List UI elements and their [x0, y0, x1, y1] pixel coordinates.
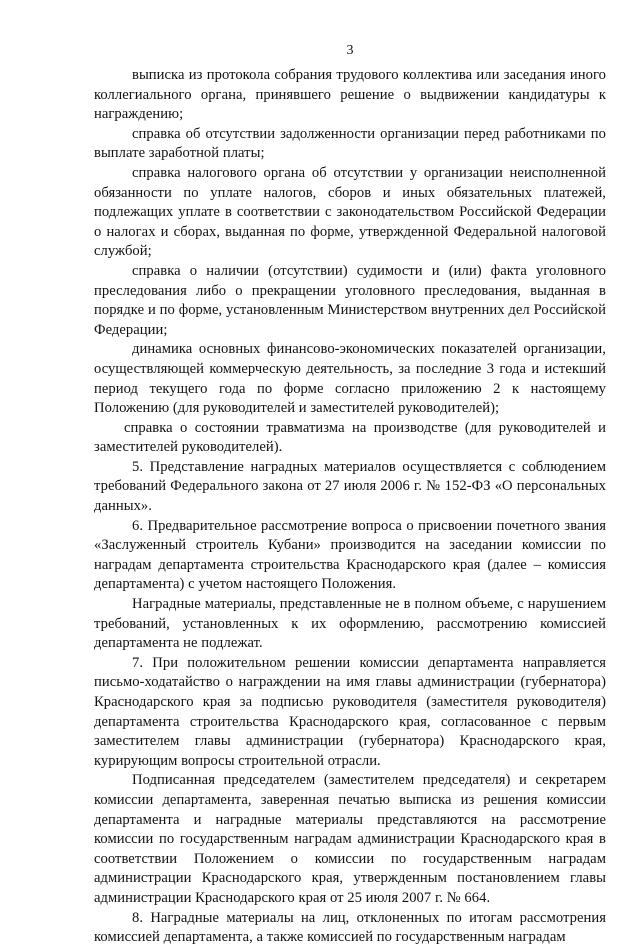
paragraph-signed-extract: Подписанная председателем (заместителем председателя) и секретарем комиссии департамента, заверенная печатью выписка из решения комиссии департамента и наградные материалы представляются на рассмотрение комиссии по государственным наградам администрации Краснодарского края в соответствии Положением о комиссии по государственным наградам администрации Краснодарского края, утвержденным постановлением главы администрации Краснодарского края от 25 июля 2007 г. № 664.: [94, 772, 606, 906]
paragraph-incomplete-materials: Наградные материалы, представленные не в полном объеме, с нарушением требований, установленных к их оформлению, рассмотрению комиссией департамента не подлежат.: [94, 596, 606, 652]
paragraph-protocol-extract: выписка из протокола собрания трудового коллектива или заседания иного коллегиального органа, принявшего решение о выдвижении кандидатуры к награждению;: [94, 67, 606, 123]
paragraph-injury-certificate: справка о состоянии травматизма на производстве (для руководителей и заместителей руководителей).: [94, 419, 606, 456]
paragraph-financial-indicators: динамика основных финансово-экономических показателей организации, осуществляющей коммерческую деятельность, за последние 3 года и истекший период текущего года по форме согласно приложению 2 к настоящему Положению (для руководителей и заместителей руководителей);: [94, 341, 606, 417]
paragraph-criminal-record-certificate: справка о наличии (отсутствии) судимости и (или) факта уголовного преследования либо о прекращении уголовного преследования, выданная в порядке и по форме, установленным Министерством внутренних дел Российской Федерации;: [94, 262, 606, 338]
paragraph-item-6: 6. Предварительное рассмотрение вопроса о присвоении почетного звания «Заслуженный строитель Кубани» производится на заседании комиссии по наградам департамента строительства Краснодарского края (далее – комиссия департамента) с учетом настоящего Положения.: [94, 517, 606, 593]
paragraph-item-8: 8. Наградные материалы на лиц, отклоненных по итогам рассмотрения комиссией департамента, а также комиссией по государственным наградам: [94, 909, 606, 946]
paragraph-item-5: 5. Представление наградных материалов осуществляется с соблюдением требований Федерального закона от 27 июля 2006 г. № 152-ФЗ «О персональных данных».: [94, 458, 606, 515]
paragraph-item-7: 7. При положительном решении комиссии департамента направляется письмо-ходатайство о награждении на имя главы администрации (губернатора) Краснодарского края за подписью руководителя (заместителя руководителя) департамента строительства Краснодарского края, согласованное с первым заместителем главы администрации (губернатора) Краснодарского края, курирующим вопросы строительной отрасли.: [94, 654, 606, 769]
page-number: 3: [346, 43, 354, 58]
paragraph-salary-debt-certificate: справка об отсутствии задолженности организации перед работниками по выплате заработной платы;: [94, 125, 606, 162]
paragraph-tax-certificate: справка налогового органа об отсутствии у организации неисполненной обязанности по уплате налогов, сборов и иных обязательных платежей, подлежащих уплате в соответствии с законодательством Российской Федерации о налогах и сборах, выданная по форме, утвержденной Федеральной налоговой службой;: [94, 164, 606, 260]
